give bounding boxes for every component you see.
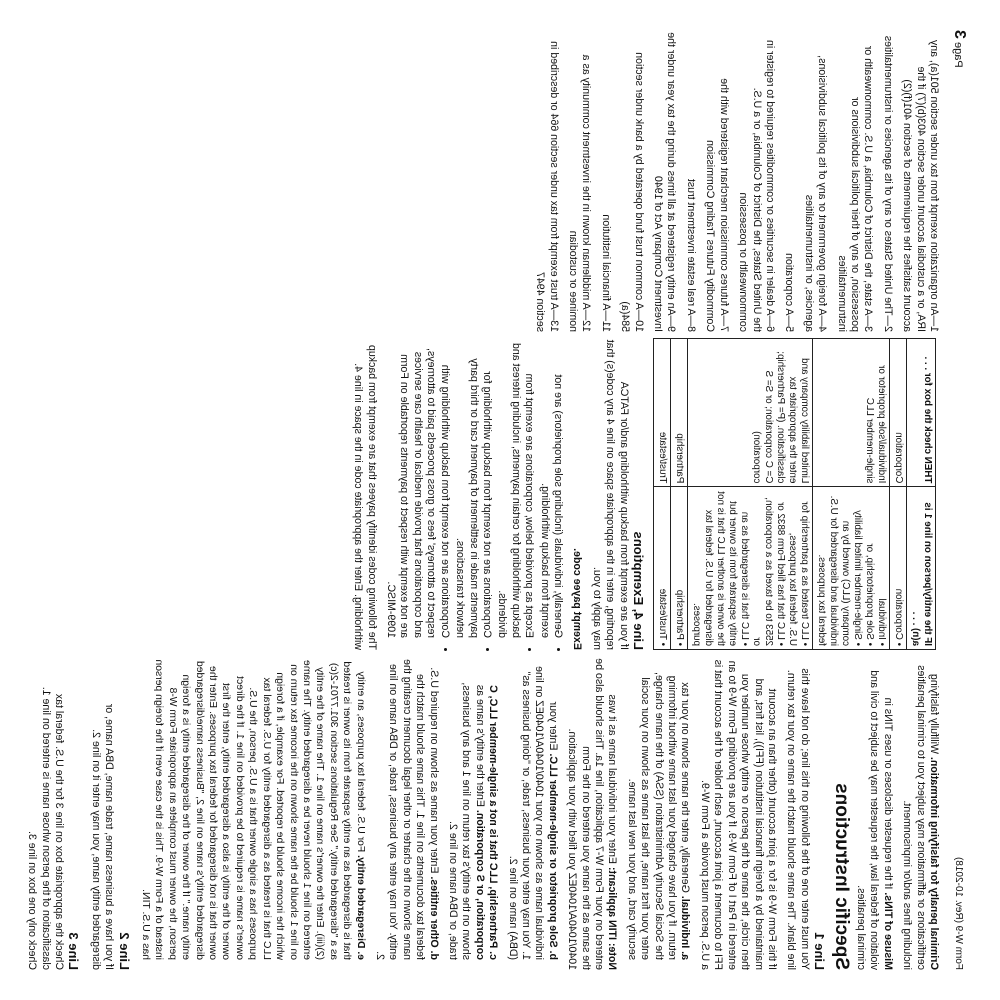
item-a-text: Generally, enter the name shown on your tax return. If you have changed your last name without informing the Social Security Administration (SSA) of the name change, enter your first name, the last name as shown on your social security card, and your new last name. — [625, 672, 692, 960]
page-header — [946, 30, 968, 970]
line3-text: Check the appropriate box on line 3 for the U.S. federal tax classification of the person whose name is entered on line 1. Check only one box on line 3. — [26, 686, 66, 970]
table-cell-entity — [671, 487, 688, 650]
bullet-item: • Corporation — [893, 588, 904, 646]
item-b — [505, 658, 559, 970]
line3-title: Line 3 — [66, 932, 82, 970]
table-cell-box: Partnership — [671, 339, 688, 487]
list-item: • Corporations are not exempt from backup withholding with respect to attorneys' fees or gross proceeds paid to attorneys, and corporations that provide medical or health care services are not exempt with respect to payments reportable on Form 1099-MISC. — [384, 338, 451, 638]
item-c — [446, 658, 500, 970]
table-cell-entity — [654, 487, 671, 650]
table-header-entity: IF the entity/person on line 1 is a(n) . . . — [907, 487, 936, 650]
item-e-label: e. Disregarded entity. — [354, 855, 366, 960]
table-cell-entity — [688, 487, 813, 650]
exempt-code-6: 6—A dealer in securities or commodities required to register in the United States, the District of Columbia, or a U.S. commonwealth or possession — [737, 39, 776, 332]
bullet-item: • Partnership — [674, 589, 685, 646]
column-middle — [345, 338, 940, 650]
exempt-code-4: 4—A foreign government or any of its political subdivisions, agencies, or instrumentalities — [802, 55, 829, 332]
list-item: • Except as provided below, corporations are exempt from backup withholding for certain payments, including interest and dividends. — [495, 338, 535, 638]
exempt-codes-intro: The following codes identify payees that are exempt from backup withholding. Enter the appropriate code in the space in line 4. — [352, 344, 378, 650]
table-cell-entity — [890, 487, 907, 650]
exempt-code-12: 12—A middleman known in the investment community as a nominee or custodian — [567, 54, 593, 332]
bullet-item: • LLC that is disregarded as an entity separate from its owner but the owner is another LLC that is not disregarded for U.S. federal tax purposes. — [691, 491, 750, 646]
list-item: • Corporations are not exempt from backup withholding for payments made in settlement of payment card or third party network transactions. — [453, 338, 493, 638]
table-header-box: THEN check the box for . . . — [907, 339, 936, 487]
exempt-code-8: 8—A real estate investment trust — [684, 178, 697, 332]
penalty-paragraph — [900, 658, 940, 970]
table-cell-box: Limited liability company and enter the appropriate tax classification. (P= Partnership; C= C corporation; or S= S corporation) — [688, 339, 813, 487]
misuse-text: If the requester discloses or uses TINs in violation of federal law, the requester may be subject to civil and criminal penalties. — [854, 670, 894, 970]
column-right — [527, 27, 940, 332]
line4-title: Line 4, Exemptions — [631, 531, 646, 650]
table-cell-box: Trust/estate — [654, 339, 671, 487]
page-number: 3 — [951, 30, 968, 39]
penalty-heading: Criminal penalty for falsifying information. — [928, 756, 940, 970]
exempt-code-2: 2—The United States or any of its agencies or instrumentalities — [881, 35, 894, 332]
table-row — [688, 339, 813, 650]
table-cell-box: Individual/sole proprietor or single-member LLC — [813, 339, 890, 487]
exempt-code-13: 13—A trust exempt from tax under section 664 or described in section 4947 — [534, 41, 560, 332]
table-row — [813, 339, 890, 650]
table-row — [671, 339, 688, 650]
exempt-payee-title: Exempt payee code. — [571, 548, 584, 650]
page-word: Page — [952, 41, 964, 68]
table-row — [890, 339, 907, 650]
misuse-heading: Misuse of TINs. — [881, 892, 894, 970]
exempt-code-10: 10—A common trust fund operated by a bank under section 584(a) — [619, 52, 645, 332]
line2-text: If you have a business name, trade name, DBA name, or disregarded entity name, you may enter it on line 2. — [89, 703, 116, 970]
table-cell-entity — [813, 487, 890, 650]
column-left — [19, 658, 940, 970]
list-item: • Generally, individuals (including sole proprietors) are not exempt from backup withholding. — [537, 338, 564, 638]
bullet-item: • Trust/estate — [657, 588, 668, 646]
bullet-item: • LLC treated as a partnership for U.S. federal tax purposes, — [787, 501, 810, 646]
item-a-label: a. Individual. — [679, 895, 692, 960]
table-row — [654, 339, 671, 650]
item-a — [624, 658, 691, 970]
item-d-label: d. Other entities. — [427, 876, 440, 960]
itin-note-label: Note: ITIN applicant: — [606, 867, 619, 970]
table-header-row — [907, 339, 936, 650]
specific-instructions-title: Specific Instructions — [830, 783, 852, 970]
item-c-text: Enter the entity's name as shown on the entity's tax return on line 1 and any business, trade, or DBA name on line 2. — [447, 682, 486, 960]
line1-title: Line 1 — [812, 932, 828, 970]
item-b-label: b. Sole proprietor or single-member LLC. — [546, 753, 559, 960]
page-number-label — [950, 30, 968, 68]
bullet-item: • Single-member limited liability company (LLC) owned by an individual and disregarded for U.S. federal tax purposes. — [816, 495, 863, 646]
item-d — [373, 658, 440, 970]
exempt-code-11: 11—A financial institution — [599, 214, 612, 332]
line4-intro: If you are exempt from backup withholding and/or FATCA reporting, enter in the appropriate space on line 4 any code(s) that may apply to you. — [590, 339, 630, 650]
exempt-code-9: 9—An entity registered at all times during the tax year under the Investment Company Act of 1940 — [652, 32, 678, 332]
item-e-text: For U.S. federal tax purposes, an entity that is disregarded as an entity separate from its owner is treated as a "disregarded entity." See Regulations section 301.7701-2(c)(2)(iii). Enter the owner's name on line 1. The name of the entity entered on line 1 should never be a disregarded entity. The name on line 1 should be the name shown on the income tax return on which the income should be reported. For example, if a foreign LLC that is treated as a disregarded entity for U.S. federal tax purposes has a single owner that is a U.S. person, the U.S. owner's name is required to be provided on line 1. If the direct owner of the entity is also a disregarded entity, enter the first owner that is not disregarded for federal tax purposes. Enter the disregarded entity's name on line 2, "Business name/disregarded entity name." If the owner of the disregarded entity is a foreign person, the owner must complete an appropriate Form W-8 instead of a Form W-9. This is the case even if the foreign person has a U.S. TIN. — [140, 659, 366, 960]
item-e — [139, 658, 367, 970]
bullet-item: • Sole proprietorship, or — [864, 543, 875, 646]
exempt-code-1: 1—An organization exempt from tax under section 501(a), any IRA, or a custodial account under section 403(b)(7) if the account satisfies the requirements of section 401(f)(2) — [901, 39, 940, 332]
line1-paragraph-2: If this Form W-9 is for a joint account (other than an account maintained by a foreign financial institution (FFI)), list first, and then circle, the name of the person or entity whose number you entered in Part I of Form W-9. If you are providing Form W-9 to an FFI to document a joint account, each holder of the account that is a U.S. person must provide a Form W-9. — [698, 659, 778, 970]
exempt-code-5: 5—A corporation — [783, 253, 796, 332]
exempt-code-7: 7—A futures commission merchant registered with the Commodity Futures Trading Commission — [704, 78, 730, 332]
line2-title: Line 2 — [116, 932, 132, 970]
exempt-code-3: 3—A state, the District of Columbia, a U.S. commonwealth or possession, or any of their political subdivisions or instrumentalities — [835, 45, 875, 332]
exempt-payee-list — [384, 338, 564, 650]
item-c-label: c. Partnership, LLC that is not a single-member LLC, C corporation, or S corporation. — [473, 685, 500, 960]
item-d-text: Enter your name as shown on required U.S. federal tax documents on line 1. This name should match the name shown on the charter or other legal document creating the entity. You may enter any business, trade, or DBA name on line 2. — [373, 659, 440, 960]
bullet-item: • LLC that has filed Form 8832 or 2553 to be taxed as a corporation, or — [751, 497, 786, 646]
itin-note — [565, 658, 619, 970]
item-b-text: Enter your individual name as shown on your 1040/1040A/1040EZ on line 1. You may enter your business, trade, or "doing business as" (DBA) name on line 2. — [506, 666, 559, 960]
classification-table — [653, 338, 936, 650]
table-cell-box: Corporation — [890, 339, 907, 487]
line1-paragraph-1: You must enter one of the following on this line; do not leave this line blank. The name should match the name on your tax return. — [785, 668, 811, 970]
bullet-item: • Individual — [876, 598, 887, 646]
form-revision: Form W-9 (Rev. 10-2018) — [953, 857, 964, 970]
itin-note-text: Enter your individual name as it was entered on your Form W-7 application, line 1a. This should also be the same as the name you entered on the Form 1040/1040A/1040EZ you filed with your application. — [566, 658, 619, 970]
misuse-paragraph — [854, 658, 894, 970]
penalty-text: Willfully falsifying certifications or affirmations may subject you to criminal penalties including fines and/or imprisonment. — [901, 665, 940, 970]
